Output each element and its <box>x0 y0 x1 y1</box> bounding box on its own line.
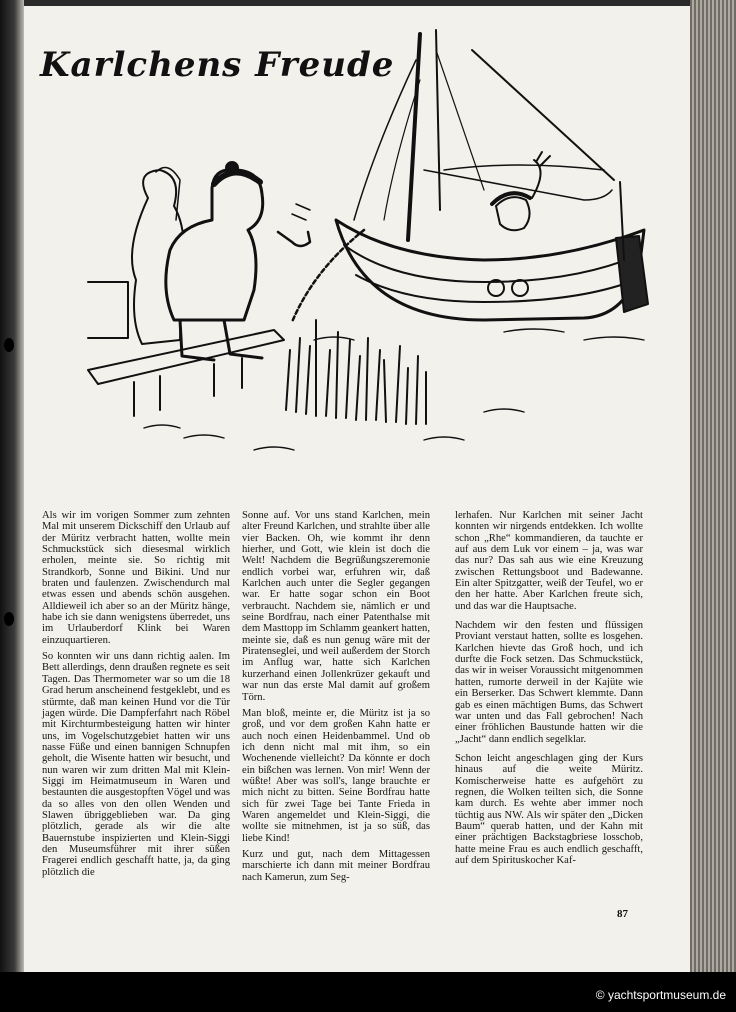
sailboat-cartoon-illustration <box>64 20 664 460</box>
binding-shadow <box>0 0 24 980</box>
paragraph: Man bloß, meinte er, die Müritz ist ja so groß, und vor dem großen Kahn hatte er auch noch einen Heidenbammel. Und ob ich denn nicht mal mit ihm, so ein Wochenende vielleicht? Da könnte er doch ein bißchen was lernen. Von mir! Wenn der wüßte! Aber was soll's, lange brauchte er mich nicht zu bitten. Seine Bordfrau hatte sich für zwei Tage bei Tante Frieda in Waren angemeldet und Klein-Siggi, die wollte sie mitnehmen, ist ja so süß, das liebe Kind! <box>242 707 430 844</box>
watermark: © yachtsportmuseum.de <box>595 988 726 1002</box>
binder-hole <box>4 612 14 626</box>
text-column <box>42 510 230 883</box>
paragraph: Nachdem wir den festen und flüssigen Proviant verstaut hatten, sollte es losgehen. Karlchen hievte das Groß hoch, und ich durfte die Fock setzen. Das Schmuckstück, das wir in weiser Voraussicht mitgenommen hatten, rumorte derweil in der Kajüte wie ein Berserker. Das Schwert klemmte. Dann gab es einen mächtigen Bums, das Schwert war unten und das Fall gebrochen! Nach einer fröhlichen Baustunde hatten wir die „Jacht“ dann endlich segelklar. <box>455 620 643 745</box>
paragraph: Kurz und gut, nach dem Mittagessen marschierte ich dann mit meiner Bordfrau nach Kamerun, zum Seg- <box>242 848 430 883</box>
paragraph: So konnten wir uns dann richtig aalen. Im Bett allerdings, denn draußen regnete es seit Tagen. Das Thermometer war so um die 18 Grad herum anscheinend festgeklebt, und es stürmte, daß man keinen Hund vor die Tür jagen würde. Die Dampferfahrt nach Röbel mit Kirchturmbesteigung hatten wir hinter uns, im Vogelschutzgebiet hatten wir uns nasse Füße und einen bannigen Schnupfen geholt, die Wisente hatten wir besucht, und nun waren wir zum dritten Mal mit Klein-Siggi im Heimatmuseum in Waren und bestaunten die ausgestopften Vögel und was da so alles von den ollen Wenden und Slawen übriggeblieben war. Da ging plötzlich, gerade als wir die alte Bauernstube inspizierten und Klein-Siggi den Museumsführer mit ihrer süßen Fragerei endlich geschafft hatte, ja, da ging plötzlich die <box>42 651 230 878</box>
paragraph: lerhafen. Nur Karlchen mit seiner Jacht konnten wir nirgends entdekken. Ich wollte schon „Rhe“ kommandieren, da tauchte er auf aus dem Luk vor einem – ja, was war das nur? Das sah aus wie eine Kreuzung zwischen Rettungsboot und Badewanne. Ein alter Spitzgatter, weiß der Teufel, wo er den her hatte. Aber Karlchen freute sich, und das war die Hauptsache. <box>455 510 643 612</box>
paragraph: Schon leicht angeschlagen ging der Kurs hinaus auf die weite Müritz. Komischerweise hatte es aufgehört zu regnen, die Wolken teilten sich, die Sonne kam durch. Es wehte aber immer noch tüchtig aus NW. Als wir später den „Dicken Baum“ querab hatten, und der Kahn mit einer prächtigen Backstagbriese losschob, hatte meine Frau es auch endlich geschafft, auf dem Spirituskocher Kaf- <box>455 752 643 866</box>
text-column <box>242 510 430 888</box>
article-title: Karlchens Freude <box>40 45 395 85</box>
paragraph: Als wir im vorigen Sommer zum zehnten Mal mit unserem Dickschiff den Urlaub auf der Müritz verbracht hatten, wollte mein Schmuckstück sich diesesmal wirklich erholen, meinte sie. So richtig mit Strandkorb, Sonne und Bikini. Und nur braten und faulenzen. Zwischendurch mal etwas essen und abends schön ausgehen. Alldieweil ich aber so an der Müritz hänge, habe ich sie dann wenigstens überredet, uns im Urlauberdorf Klink bei Waren einzuquartieren. <box>42 510 230 646</box>
text-column <box>455 510 643 871</box>
page-stack-edge <box>690 0 736 975</box>
page-number: 87 <box>617 908 628 920</box>
binder-hole <box>4 338 14 352</box>
paragraph: Sonne auf. Vor uns stand Karlchen, mein alter Freund Karlchen, und strahlte über alle vier Backen. Oh, wie kommt ihr denn hierher, und Gott, wie klein ist doch die Welt! Nachdem die Begrüßungszeremonie endlich vorbei war, erfuhren wir, daß Karlchen auch unter die Segler gegangen war. Er hatte sogar schon ein Boot verbraucht. Nachdem sie, nämlich er und seine Bordfrau, nach einer Patenthalse mit dem Masttopp im Schlamm geankert hatten, meinte sie, daß es nun genug wäre mit der Piratenseglei, und weil außerdem der Storch im Anflug war, hatte sich Karlchen kurzerhand einen Jollenkrüzer gekauft und war nun das erste Mal damit auf großem Törn. <box>242 510 430 703</box>
